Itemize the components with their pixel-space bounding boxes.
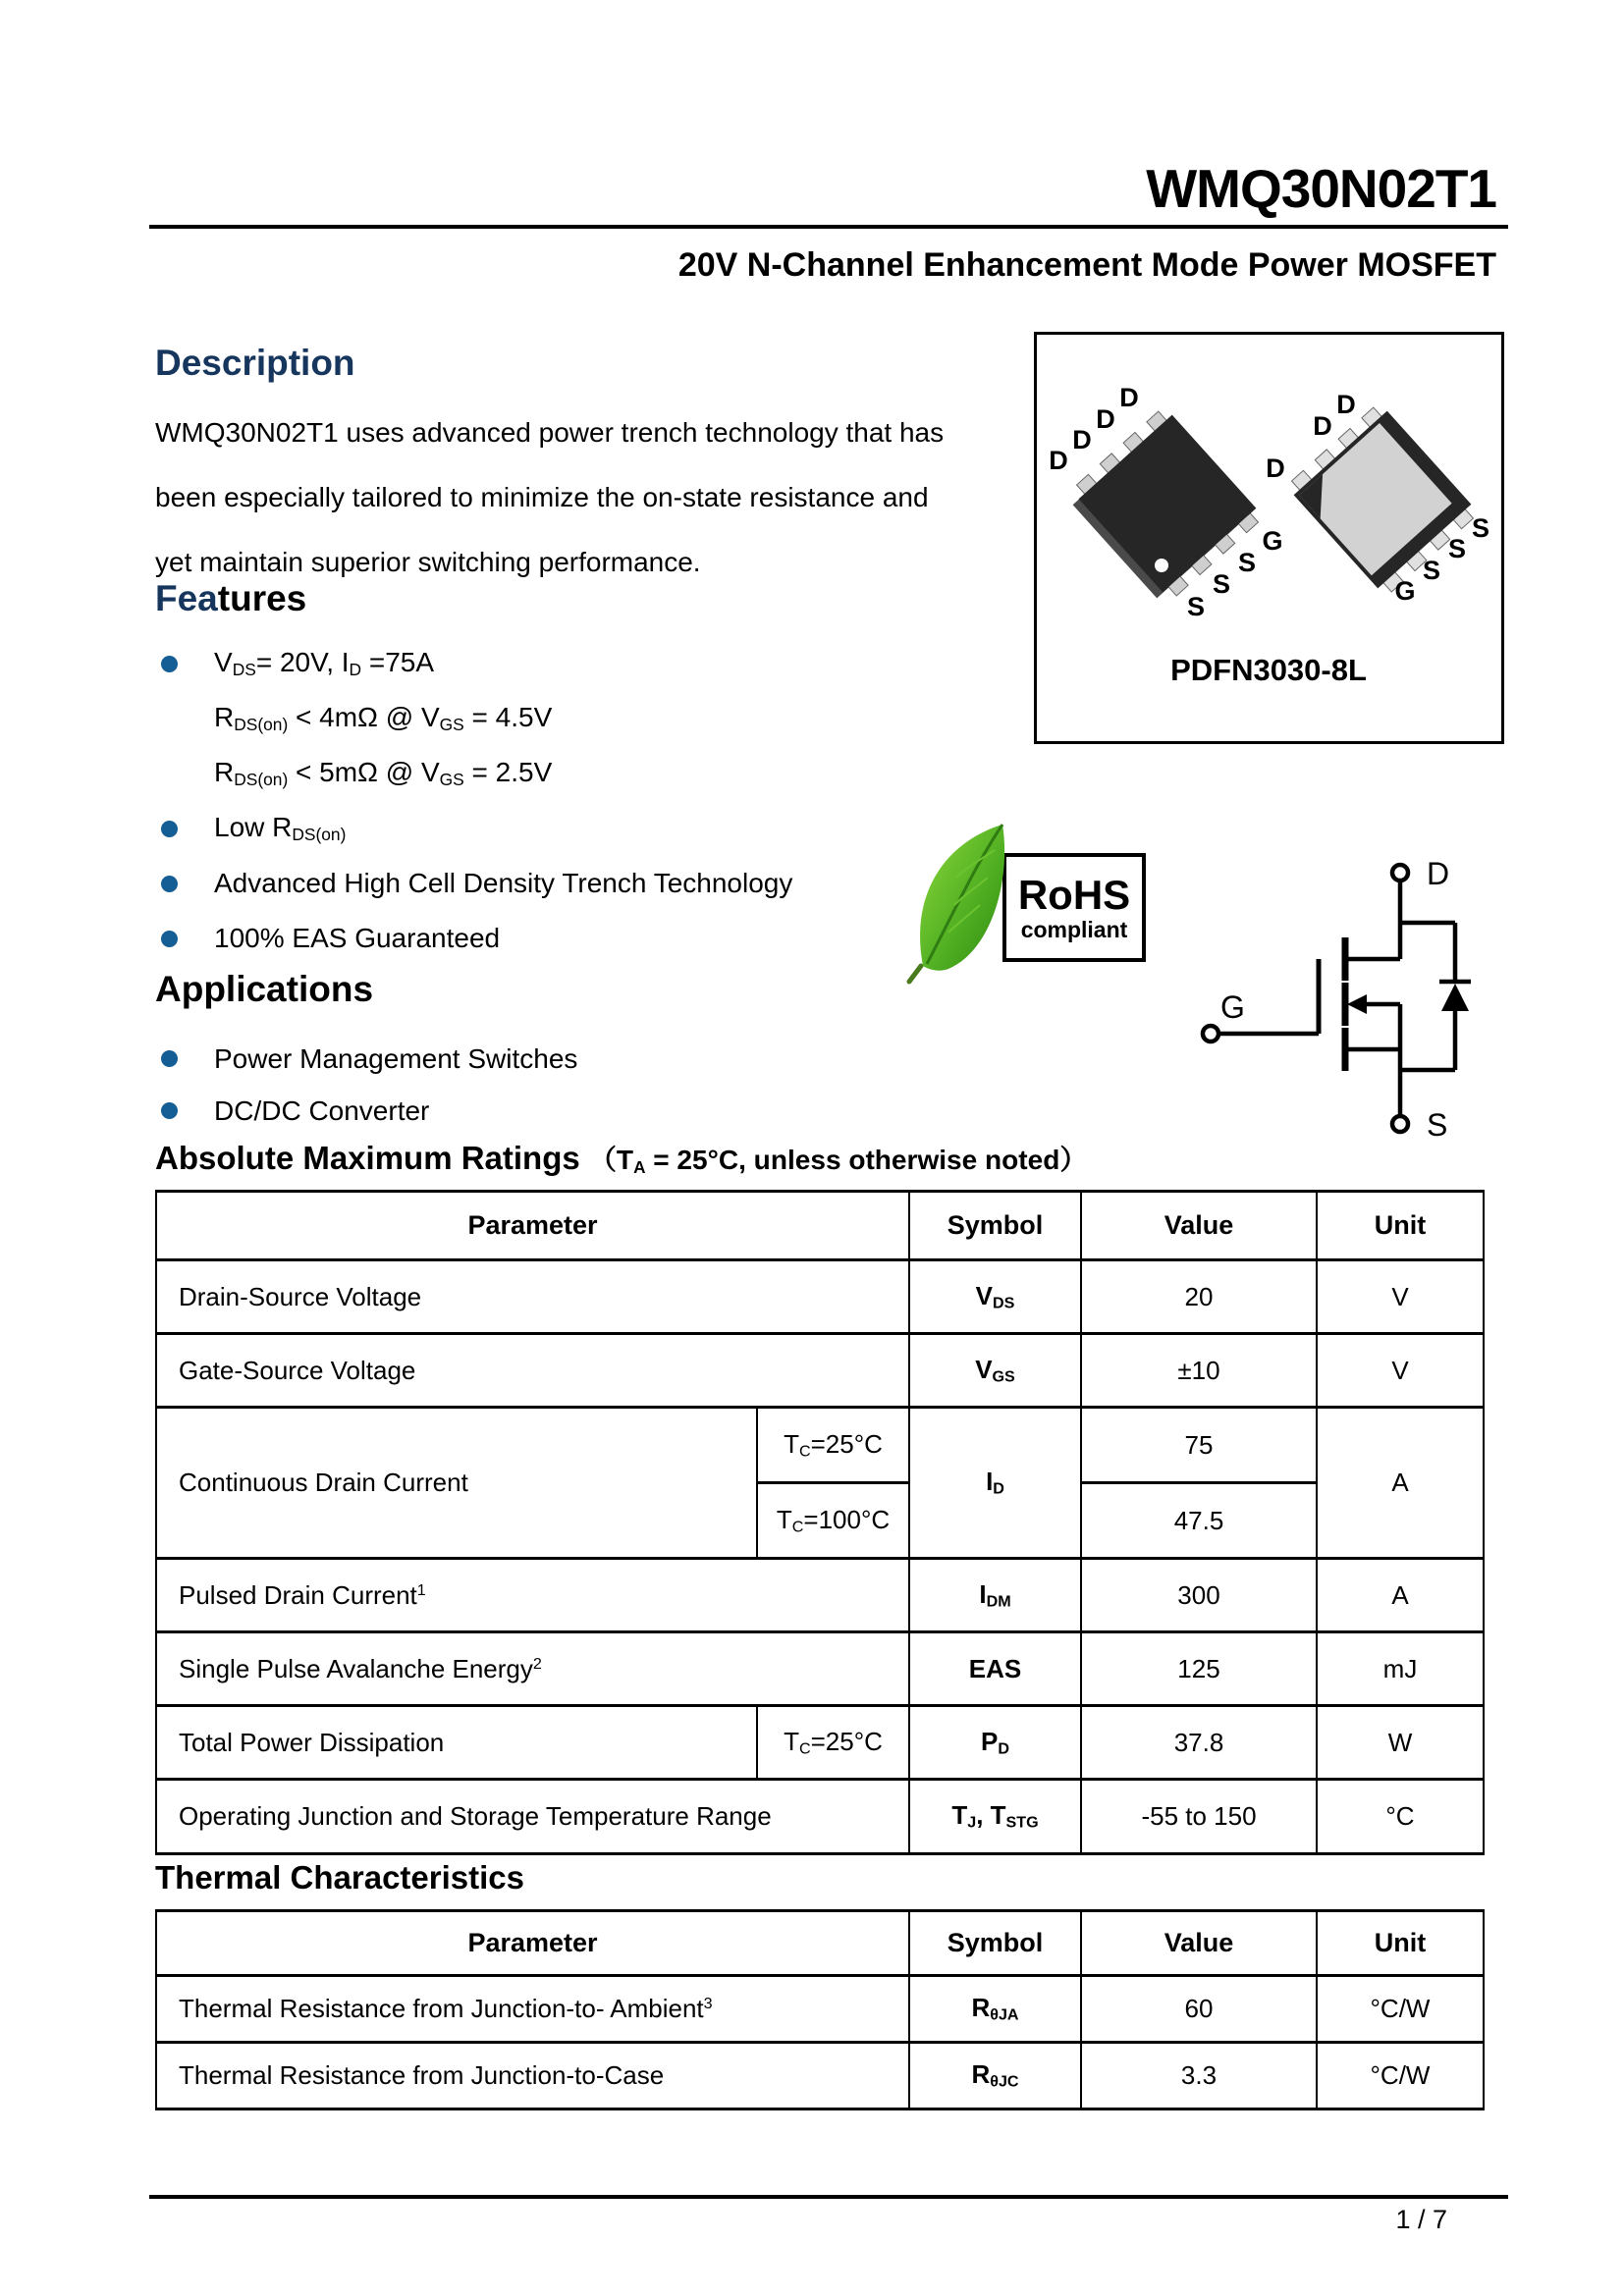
footer-rule <box>149 2195 1508 2199</box>
unit-cell: A <box>1317 1408 1484 1559</box>
parameter-cell: Thermal Resistance from Junction-to- Ambient$^3$ <box>156 1976 909 2043</box>
list-item <box>155 636 792 691</box>
value-cell: 125 <box>1081 1632 1317 1706</box>
page-title: WMQ30N02T1 <box>1146 158 1496 219</box>
source-label: S <box>1427 1107 1448 1143</box>
symbol-cell: $P_D$ <box>909 1706 1081 1780</box>
list-item <box>155 746 792 801</box>
description-line: been especially tailored to minimize the on-state resistance and <box>155 482 929 512</box>
col-header-unit: Unit <box>1317 1192 1484 1260</box>
mosfet-symbol <box>1193 839 1507 1153</box>
symbol-cell: $I_{DM}$ <box>909 1559 1081 1632</box>
pin-label: D <box>1266 454 1285 483</box>
rohs-title: RoHS <box>1017 871 1131 918</box>
table-row <box>156 1334 1484 1408</box>
pin-label: S <box>1212 569 1231 599</box>
symbol-cell: EAS <box>909 1632 1081 1706</box>
pin-label: D <box>1119 383 1139 412</box>
condition-cell: $T_C=25^\circ C$ <box>757 1706 909 1780</box>
value-cell: 47.5 <box>1081 1483 1317 1559</box>
col-header-value: Value <box>1081 1911 1317 1976</box>
pin-label: G <box>1394 576 1416 606</box>
table-row <box>156 1260 1484 1334</box>
rohs-subtitle: compliant <box>1020 916 1128 942</box>
unit-cell: W <box>1317 1706 1484 1780</box>
symbol-cell: $V_{DS}$ <box>909 1260 1081 1334</box>
bullet-icon <box>161 1050 178 1067</box>
feature-text: $R_{DS(on)} < 5m\Omega$ @ $V_{GS} = 2.5V$ <box>214 757 553 789</box>
table-row <box>156 2043 1484 2109</box>
table-row <box>156 1559 1484 1632</box>
header-rule <box>149 225 1508 229</box>
condition-cell: $T_C=100^\circ C$ <box>757 1483 909 1559</box>
col-header-value: Value <box>1081 1192 1317 1260</box>
parameter-cell: Continuous Drain Current <box>156 1408 757 1559</box>
unit-cell: °C/W <box>1317 1976 1484 2043</box>
mosfet-schematic <box>1193 839 1507 1153</box>
table-header-row <box>156 1911 1484 1976</box>
pin-label: D <box>1096 404 1115 434</box>
description-line: WMQ30N02T1 uses advanced power trench technology that has <box>155 417 945 448</box>
package-drawing <box>1037 335 1501 741</box>
parameter-cell: Pulsed Drain Current$^1$ <box>156 1559 909 1632</box>
symbol-cell: $V_{GS}$ <box>909 1334 1081 1408</box>
package-top-view <box>1071 406 1265 602</box>
feature-text: Advanced High Cell Density Trench Technology <box>214 868 793 898</box>
col-header-parameter: Parameter <box>156 1192 909 1260</box>
thermal-heading: Thermal Characteristics <box>155 1859 525 1896</box>
value-cell: 60 <box>1081 1976 1317 2043</box>
parameter-cell: Gate-Source Voltage <box>156 1334 909 1408</box>
symbol-cell: $R_{\theta JA}$ <box>909 1976 1081 2043</box>
parameter-cell: Drain-Source Voltage <box>156 1260 909 1334</box>
parameter-cell: Operating Junction and Storage Temperature Range <box>156 1780 909 1854</box>
unit-cell: °C <box>1317 1780 1484 1854</box>
applications-heading: Applications <box>155 969 374 1009</box>
table-header-row <box>156 1192 1484 1260</box>
diode-icon <box>1441 984 1469 1011</box>
pin-label: S <box>1447 534 1467 563</box>
value-cell: 37.8 <box>1081 1706 1317 1780</box>
bullet-icon <box>161 931 178 947</box>
value-cell: 75 <box>1081 1408 1317 1483</box>
symbol-cell: $R_{\theta JC}$ <box>909 2043 1081 2109</box>
col-header-parameter: Parameter <box>156 1911 909 1976</box>
list-item <box>155 1085 577 1137</box>
list-item <box>155 801 792 856</box>
description-paragraph <box>155 400 1039 595</box>
symbol-cell: $I_D$ <box>909 1408 1081 1559</box>
abs-max-heading: Absolute Maximum Ratings （TA = 25°C, unless otherwise noted） <box>155 1140 1088 1177</box>
drain-label: D <box>1427 856 1450 891</box>
parameter-cell: Total Power Dissipation <box>156 1706 757 1780</box>
unit-cell: V <box>1317 1334 1484 1408</box>
feature-text: $R_{DS(on)} < 4m\Omega$ @ $V_{GS} = 4.5V$ <box>214 702 553 734</box>
bullet-icon <box>161 821 178 837</box>
leaf-icon <box>901 817 1024 986</box>
parameter-cell: Thermal Resistance from Junction-to-Case <box>156 2043 909 2109</box>
features-heading: Features <box>155 578 307 618</box>
condition-cell: $T_C=25^\circ C$ <box>757 1408 909 1483</box>
col-header-unit: Unit <box>1317 1911 1484 1976</box>
pin-label: D <box>1313 411 1332 441</box>
col-header-symbol: Symbol <box>909 1192 1081 1260</box>
rohs-logo <box>901 817 1159 986</box>
applications-list <box>155 1033 577 1137</box>
list-item <box>155 691 792 746</box>
unit-cell: °C/W <box>1317 2043 1484 2109</box>
page-subtitle: 20V N-Channel Enhancement Mode Power MOSFET <box>677 246 1496 284</box>
list-item <box>155 911 792 966</box>
value-cell: -55 to 150 <box>1081 1780 1317 1854</box>
value-cell: ±10 <box>1081 1334 1317 1408</box>
pin-label: S <box>1422 556 1441 585</box>
application-text: DC/DC Converter <box>214 1095 430 1126</box>
package-image-box <box>1034 332 1504 744</box>
table-row <box>156 1408 1484 1483</box>
pin-label: D <box>1049 446 1068 475</box>
table-row <box>156 1706 1484 1780</box>
pin1-marker-dot <box>1155 559 1168 572</box>
list-item <box>155 1033 577 1085</box>
table-row <box>156 1976 1484 2043</box>
table-row <box>156 1632 1484 1706</box>
parameter-cell: Single Pulse Avalanche Energy$^2$ <box>156 1632 909 1706</box>
col-header-symbol: Symbol <box>909 1911 1081 1976</box>
gate-label: G <box>1220 989 1245 1025</box>
package-caption: PDFN3030-8L <box>1170 653 1367 687</box>
value-cell: 300 <box>1081 1559 1317 1632</box>
thermal-table <box>155 1909 1485 2110</box>
page-number: 1 / 7 <box>1395 2205 1447 2234</box>
unit-cell: mJ <box>1317 1632 1484 1706</box>
feature-text: Low $R_{DS(on)}$ <box>214 812 347 844</box>
bullet-icon <box>161 876 178 892</box>
bullet-icon <box>161 656 178 672</box>
value-cell: 3.3 <box>1081 2043 1317 2109</box>
pin-label: S <box>1186 592 1206 621</box>
pin-label: D <box>1336 390 1356 419</box>
feature-text: 100% EAS Guaranteed <box>214 923 501 953</box>
pin-label: G <box>1262 526 1283 556</box>
symbol-cell: $T_J$, $T_{STG}$ <box>909 1780 1081 1854</box>
unit-cell: V <box>1317 1260 1484 1334</box>
unit-cell: A <box>1317 1559 1484 1632</box>
features-list <box>155 636 792 966</box>
value-cell: 20 <box>1081 1260 1317 1334</box>
pin-label: D <box>1072 425 1092 454</box>
feature-text: $V_{DS}= 20V$, $I_D =75A$ <box>214 647 435 679</box>
arrow-icon <box>1347 994 1367 1014</box>
pin-label: S <box>1471 513 1490 543</box>
application-text: Power Management Switches <box>214 1042 578 1074</box>
table-row <box>156 1780 1484 1854</box>
description-line: yet maintain superior switching performance. <box>155 547 701 577</box>
list-item <box>155 856 792 911</box>
description-heading: Description <box>155 343 355 383</box>
pin-label: S <box>1237 548 1257 577</box>
abs-max-table <box>155 1190 1485 1855</box>
bullet-icon <box>161 1102 178 1119</box>
